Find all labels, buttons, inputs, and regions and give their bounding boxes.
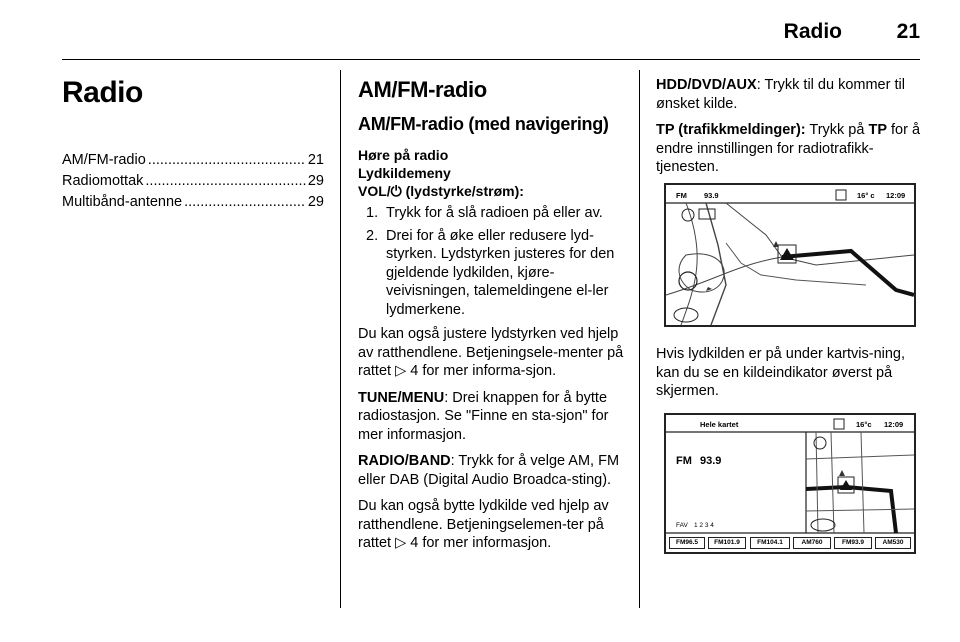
source-indicator: FM — [676, 455, 692, 467]
view-label: Hele kartet — [700, 420, 739, 429]
fav-label: FAV — [676, 522, 688, 529]
temperature: 16°c — [856, 420, 872, 429]
right-column — [656, 76, 922, 177]
preset-button[interactable]: FM104.1 — [750, 537, 790, 549]
toc-page: 29 — [307, 194, 324, 210]
paragraph — [358, 389, 628, 445]
paragraph-text: : Trykk for å velge AM, FM eller DAB (Digital Audio Broadca-sting). — [358, 453, 620, 488]
list-item — [358, 227, 628, 320]
main-column — [358, 76, 628, 553]
toc-label: AM/FM-radio — [62, 152, 146, 168]
temperature: 16° c — [857, 191, 875, 200]
frequency-indicator: 93.9 — [700, 455, 722, 467]
toc-page: 29 — [307, 173, 324, 189]
step-text: Trykk for å slå radioen på eller av. — [386, 205, 603, 221]
toc-entry[interactable] — [62, 171, 324, 192]
topic-heading: VOL/⏻ (lydstyrke/strøm): — [358, 183, 524, 199]
toc-page: 21 — [307, 152, 324, 168]
control-name: TP — [868, 122, 887, 138]
list-item — [358, 204, 628, 223]
control-name: TUNE/MENU — [358, 389, 445, 406]
paragraph — [656, 76, 922, 113]
full-map-graphic — [666, 415, 914, 552]
paragraph-text: : Drei knappen for å bytte radiostasjon. Se "Finne en sta-sjon" for mer informasjon. — [358, 389, 609, 443]
paragraph: Hvis lydkilden er på under kartvis-ning, kan du se en kildeindikator øverst på skjermen. — [656, 346, 906, 399]
toc-leader — [148, 150, 306, 171]
paragraph: Du kan også bytte lydkilde ved hjelp av ratthendlene. Betjeningselemen-ter på rattet ▷ 4 for mer informasjon. — [358, 498, 609, 551]
column-divider — [639, 70, 640, 608]
subsection-heading: AM/FM-radio (med navigering) — [358, 114, 609, 134]
clock: 12:09 — [884, 420, 904, 429]
paragraph-text: Trykk på — [805, 122, 869, 138]
topic-heading: Høre på radio — [358, 147, 449, 163]
toc-leader — [184, 192, 306, 213]
paragraph: Du kan også justere lydstyrken ved hjelp av ratthendlene. Betjeningsele-menter på rattet ▷ 4 for mer informa-sjon. — [358, 326, 624, 379]
table-of-contents — [62, 150, 324, 213]
map-graphic — [666, 185, 914, 325]
source-indicator: FM — [676, 191, 687, 200]
column-divider — [340, 70, 341, 608]
section-heading: AM/FM-radio — [358, 77, 487, 102]
preset-button[interactable]: FM93.9 — [834, 537, 872, 549]
toc-leader — [145, 171, 305, 192]
header-title: Radio — [783, 20, 842, 43]
control-name: HDD/DVD/AUX — [656, 77, 757, 93]
frequency-indicator: 93.9 — [704, 191, 719, 200]
fav-pages: 1 2 3 4 — [694, 522, 714, 529]
toc-label: Multibånd-antenne — [62, 194, 183, 210]
step-number: 1. — [366, 205, 379, 221]
clock: 12:09 — [886, 191, 906, 200]
step-number: 2. — [366, 227, 379, 244]
preset-button[interactable]: AM530 — [875, 537, 911, 549]
control-name: TP (trafikkmeldinger): — [656, 122, 806, 138]
toc-entry[interactable] — [62, 192, 324, 213]
chapter-title: Radio — [62, 76, 143, 109]
control-name: RADIO/BAND — [358, 453, 451, 469]
toc-label: Radiomottak — [62, 173, 144, 189]
topic-heading: Lydkildemeny — [358, 165, 451, 181]
step-list — [358, 204, 628, 319]
step-text: Drei for å øke eller redusere lyd-styrken. Lydstyrken justeres for den gjeldende lydkilden, kjøre-veivisningen, talemeldingene el-ler lydmerkene. — [386, 227, 615, 318]
paragraph — [656, 121, 922, 177]
page-number: 21 — [896, 20, 920, 43]
right-column-continued — [656, 345, 922, 401]
toc-entry[interactable] — [62, 150, 324, 171]
preset-button[interactable]: FM101.9 — [708, 537, 746, 549]
paragraph-text: for å endre innstillingen for radiotrafikk-tjenesten. — [656, 122, 921, 175]
paragraph-text: : Trykk til du kommer til ønsket kilde. — [656, 77, 905, 112]
full-map-screen-illustration — [664, 413, 916, 554]
paragraph — [358, 452, 628, 489]
map-screen-illustration — [664, 183, 916, 327]
preset-button[interactable]: FM96.5 — [669, 537, 705, 549]
page-header — [62, 0, 920, 60]
preset-button[interactable]: AM760 — [793, 537, 831, 549]
